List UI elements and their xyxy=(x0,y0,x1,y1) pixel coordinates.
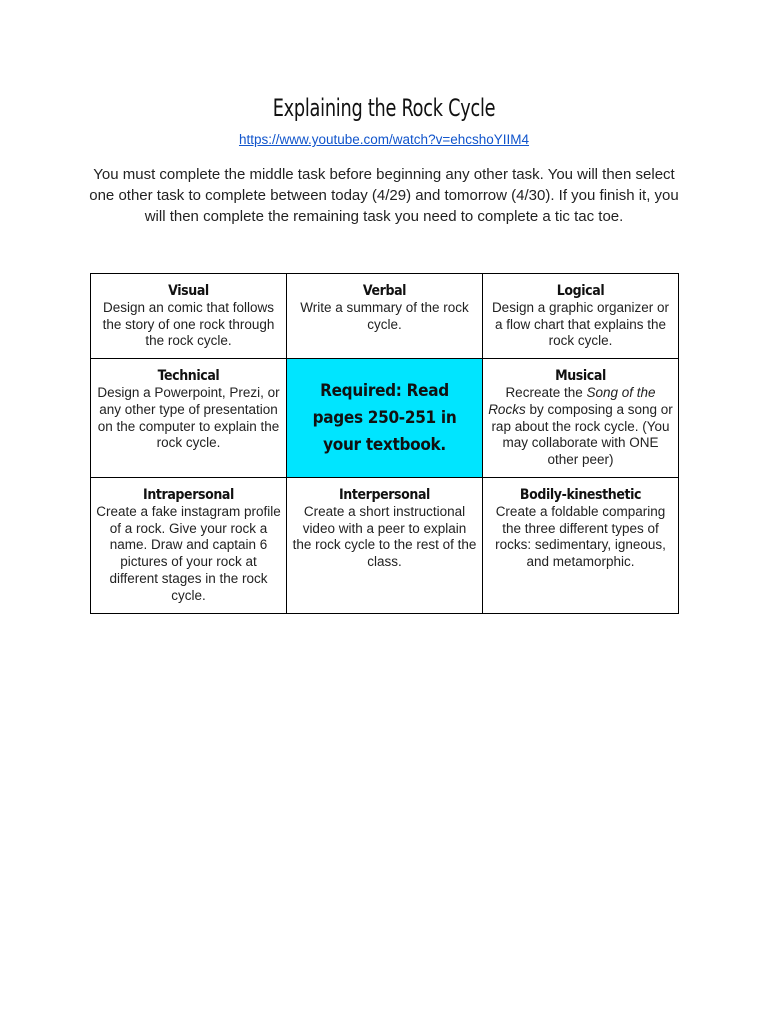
cell-required xyxy=(287,359,483,478)
tic-tac-toe-grid xyxy=(90,273,679,614)
cell-heading: Musical xyxy=(555,368,606,385)
cell-musical xyxy=(483,359,679,478)
cell-technical xyxy=(91,359,287,478)
cell-heading: Intrapersonal xyxy=(143,486,234,503)
cell-heading: Technical xyxy=(157,368,220,385)
grid-row-2 xyxy=(91,359,679,478)
cell-heading: Logical xyxy=(556,283,605,299)
cell-text: Create a short instructional video with a peer to explain the rock cycle to the rest of the class. xyxy=(292,503,477,570)
cell-verbal xyxy=(287,274,483,359)
cell-text: Design a graphic organizer or a flow chart that explains the rock cycle. xyxy=(491,299,670,349)
required-text: Required: Read pages 250-251 in your textbook. xyxy=(312,380,457,455)
cell-intrapersonal xyxy=(91,477,287,613)
cell-text: Create a fake instagram profile of a rock. Give your rock a name. Draw and captain 6 pictures of your rock at different stages in the rock cycle. xyxy=(96,503,281,603)
cell-heading: Verbal xyxy=(362,283,407,299)
song-title: Song of the Rocks xyxy=(488,384,656,417)
cell-visual xyxy=(91,274,287,359)
page-title: Explaining the Rock Cycle xyxy=(272,94,496,122)
cell-text: Design a Powerpoint, Prezi, or any other type of presentation on the computer to explain the rock cycle. xyxy=(97,384,280,451)
cell-text: Design an comic that follows the story of one rock through the rock cycle. xyxy=(102,299,275,349)
instructions-paragraph: You must complete the middle task before beginning any other task. You will then select one other task to complete between today (4/29) and tomorrow (4/30). If you finish it, you will then complete the remaining task you need to complete a tic tac toe. xyxy=(89,166,679,225)
grid-row-3 xyxy=(91,477,679,613)
musical-text-before: Recreate the xyxy=(505,384,587,400)
cell-logical xyxy=(483,274,679,359)
musical-text-after: by composing a song or rap about the rock cycle. (You may collaborate with ONE other peer) xyxy=(491,401,673,468)
cell-heading: Visual xyxy=(168,283,209,299)
grid-row-1 xyxy=(91,274,679,359)
youtube-link[interactable]: https://www.youtube.com/watch?v=ehcshoYIIM4 xyxy=(238,132,530,147)
cell-text: Write a summary of the rock cycle. xyxy=(300,299,469,332)
cell-heading: Interpersonal xyxy=(339,486,430,503)
cell-heading: Bodily-kinesthetic xyxy=(519,486,642,503)
cell-interpersonal xyxy=(287,477,483,613)
cell-text xyxy=(488,385,673,467)
cell-bodily-kinesthetic xyxy=(483,477,679,613)
cell-text: Create a foldable comparing the three different types of rocks: sedimentary, igneous, and metamorphic. xyxy=(495,503,666,570)
